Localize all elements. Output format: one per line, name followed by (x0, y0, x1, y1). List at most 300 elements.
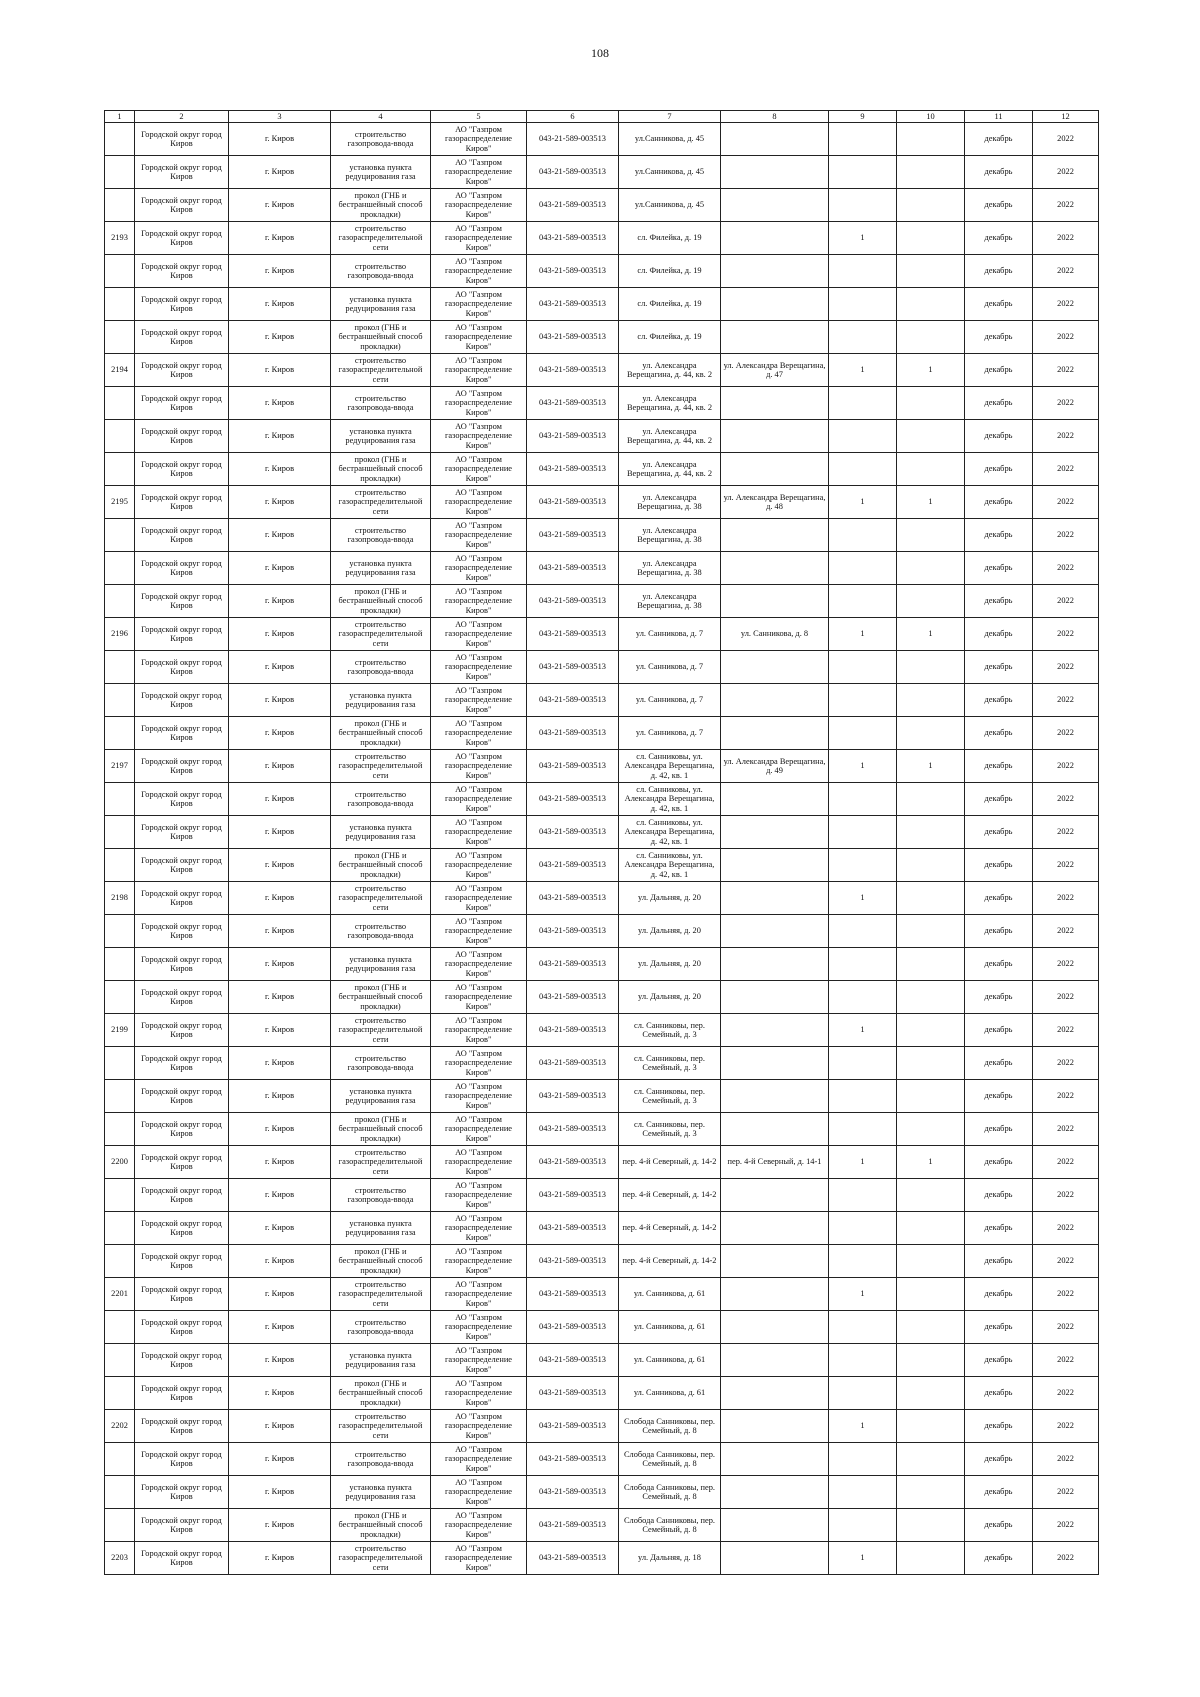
cell-text: декабрь (984, 167, 1013, 177)
settlement-cell (229, 651, 331, 684)
work-type-cell (331, 1344, 431, 1377)
cell-text: декабрь (984, 1454, 1013, 1464)
cell-text: АО "Газпром газораспределение Киров" (444, 1081, 513, 1110)
count-cell-2 (897, 981, 965, 1014)
organization-cell (431, 1278, 527, 1311)
row-number-cell (105, 156, 135, 189)
cell-text: 2022 (1057, 233, 1074, 243)
count-cell (829, 1113, 897, 1146)
row-number-cell (105, 1047, 135, 1080)
registry-number-cell (527, 1476, 619, 1509)
cell-text: строительство газопровода-ввода (347, 393, 414, 412)
cell-text: г. Киров (264, 1454, 295, 1464)
second-address-cell (721, 783, 829, 816)
cell-text: 043-21-589-003513 (539, 563, 606, 573)
municipality-cell (135, 585, 229, 618)
organization-cell (431, 783, 527, 816)
month-cell (965, 618, 1033, 651)
cell-text: 043-21-589-003513 (539, 167, 606, 177)
cell-text: 1 (928, 761, 933, 771)
cell-text: ул. Санникова, д. 61 (633, 1388, 706, 1398)
municipality-cell (135, 882, 229, 915)
count-cell (829, 585, 897, 618)
organization-cell (431, 1542, 527, 1575)
second-address-cell (721, 189, 829, 222)
cell-text: 2200 (111, 1157, 128, 1167)
count-cell (829, 1542, 897, 1575)
count-cell-2 (897, 255, 965, 288)
work-type-cell (331, 519, 431, 552)
count-cell (829, 1179, 897, 1212)
cell-text: г. Киров (264, 398, 295, 408)
count-cell-2 (897, 1278, 965, 1311)
cell-text: 043-21-589-003513 (539, 1487, 606, 1497)
table-row (105, 1113, 1099, 1146)
count-cell (829, 453, 897, 486)
cell-text: г. Киров (264, 332, 295, 342)
table-row (105, 1278, 1099, 1311)
work-type-cell (331, 1476, 431, 1509)
table-row (105, 948, 1099, 981)
settlement-cell (229, 1344, 331, 1377)
table-row (105, 1080, 1099, 1113)
registry-number-cell (527, 420, 619, 453)
cell-text: строительство газораспределительной сети (338, 751, 423, 780)
row-number-cell (105, 717, 135, 750)
cell-text: 2022 (1057, 167, 1074, 177)
registry-number-cell (527, 156, 619, 189)
second-address-cell (721, 222, 829, 255)
cell-text: Городской округ город Киров (141, 921, 222, 940)
cell-text: г. Киров (264, 629, 295, 639)
cell-text: г. Киров (264, 431, 295, 441)
cell-text: 2022 (1057, 1223, 1074, 1233)
month-cell (965, 1443, 1033, 1476)
cell-text: пер. 4-й Северный, д. 14-2 (622, 1157, 717, 1167)
cell-text: ул. Санникова, д. 61 (633, 1322, 706, 1332)
cell-text: декабрь (984, 431, 1013, 441)
municipality-cell (135, 1542, 229, 1575)
cell-text: 2022 (1057, 827, 1074, 837)
cell-text: Городской округ город Киров (141, 129, 222, 148)
cell-text: декабрь (984, 1355, 1013, 1365)
cell-text: строительство газораспределительной сети (338, 1411, 423, 1440)
cell-text: декабрь (984, 992, 1013, 1002)
cell-text: АО "Газпром газораспределение Киров" (444, 1312, 513, 1341)
cell-text: прокол (ГНБ и бестраншейный способ прокладки) (338, 586, 423, 615)
cell-text: Слобода Санниковы, пер. Семейный, д. 8 (623, 1515, 716, 1534)
cell-text: 1 (860, 1421, 865, 1431)
cell-text: АО "Газпром газораспределение Киров" (444, 1345, 513, 1374)
address-cell (619, 189, 721, 222)
count-cell-2 (897, 1509, 965, 1542)
second-address-cell (721, 651, 829, 684)
count-cell-2 (897, 453, 965, 486)
year-cell (1033, 948, 1099, 981)
table-row (105, 1146, 1099, 1179)
cell-text: декабрь (984, 1421, 1013, 1431)
count-cell-2 (897, 519, 965, 552)
registry-number-cell (527, 123, 619, 156)
work-type-cell (331, 255, 431, 288)
year-cell (1033, 1509, 1099, 1542)
cell-text: декабрь (984, 332, 1013, 342)
cell-text: 2022 (1057, 1487, 1074, 1497)
cell-text: Городской округ город Киров (141, 162, 222, 181)
cell-text: Городской округ город Киров (141, 1152, 222, 1171)
address-cell (619, 1443, 721, 1476)
cell-text: 2022 (1057, 1520, 1074, 1530)
cell-text: Городской округ город Киров (141, 690, 222, 709)
row-number-cell (105, 750, 135, 783)
second-address-cell (721, 717, 829, 750)
second-address-cell (721, 453, 829, 486)
row-number-cell (105, 453, 135, 486)
work-type-cell (331, 189, 431, 222)
cell-text: Городской округ город Киров (141, 294, 222, 313)
row-number-cell (105, 849, 135, 882)
cell-text: строительство газораспределительной сети (338, 355, 423, 384)
cell-text: ул. Санникова, д. 61 (633, 1289, 706, 1299)
column-header: 3 (229, 111, 331, 123)
cell-text: Городской округ город Киров (141, 393, 222, 412)
cell-text: ул. Александра Верещагина, д. 38 (637, 558, 702, 577)
work-type-cell (331, 1377, 431, 1410)
settlement-cell (229, 981, 331, 1014)
column-header: 7 (619, 111, 721, 123)
cell-text: г. Киров (264, 1355, 295, 1365)
organization-cell (431, 585, 527, 618)
row-number-cell (105, 1344, 135, 1377)
cell-text: 2022 (1057, 332, 1074, 342)
address-cell (619, 783, 721, 816)
settlement-cell (229, 552, 331, 585)
month-cell (965, 1113, 1033, 1146)
work-type-cell (331, 981, 431, 1014)
cell-text: 043-21-589-003513 (539, 299, 606, 309)
work-type-cell (331, 156, 431, 189)
year-cell (1033, 222, 1099, 255)
registry-number-cell (527, 1014, 619, 1047)
cell-text: строительство газопровода-ввода (347, 1449, 414, 1468)
registry-number-cell (527, 1509, 619, 1542)
cell-text: 2022 (1057, 563, 1074, 573)
address-cell (619, 1179, 721, 1212)
cell-text: г. Киров (264, 464, 295, 474)
cell-text: прокол (ГНБ и бестраншейный способ прокладки) (338, 1114, 423, 1143)
year-cell (1033, 816, 1099, 849)
month-cell (965, 255, 1033, 288)
work-type-cell (331, 783, 431, 816)
cell-text: декабрь (984, 365, 1013, 375)
organization-cell (431, 123, 527, 156)
cell-text: прокол (ГНБ и бестраншейный способ прокладки) (338, 322, 423, 351)
cell-text: Городской округ город Киров (141, 228, 222, 247)
registry-number-cell (527, 486, 619, 519)
cell-text: 043-21-589-003513 (539, 1091, 606, 1101)
year-cell (1033, 684, 1099, 717)
cell-text: 1 (860, 1025, 865, 1035)
address-cell (619, 882, 721, 915)
cell-text: 2022 (1057, 299, 1074, 309)
row-number-cell (105, 189, 135, 222)
municipality-cell (135, 1047, 229, 1080)
cell-text: 043-21-589-003513 (539, 332, 606, 342)
organization-cell (431, 453, 527, 486)
cell-text: строительство газораспределительной сети (338, 1543, 423, 1572)
registry-number-cell (527, 651, 619, 684)
address-cell (619, 585, 721, 618)
cell-text: Городской округ город Киров (141, 987, 222, 1006)
table-row (105, 1245, 1099, 1278)
municipality-cell (135, 387, 229, 420)
count-cell-2 (897, 420, 965, 453)
work-type-cell (331, 1410, 431, 1443)
cell-text: пер. 4-й Северный, д. 14-2 (622, 1223, 717, 1233)
organization-cell (431, 1047, 527, 1080)
organization-cell (431, 189, 527, 222)
second-address-cell (721, 585, 829, 618)
organization-cell (431, 552, 527, 585)
cell-text: строительство газораспределительной сети (338, 619, 423, 648)
work-type-cell (331, 684, 431, 717)
count-cell (829, 717, 897, 750)
row-number-cell (105, 882, 135, 915)
count-cell (829, 1014, 897, 1047)
count-cell-2 (897, 123, 965, 156)
cell-text: декабрь (984, 860, 1013, 870)
second-address-cell (721, 1377, 829, 1410)
year-cell (1033, 123, 1099, 156)
cell-text: 2022 (1057, 1256, 1074, 1266)
cell-text: АО "Газпром газораспределение Киров" (444, 619, 513, 648)
municipality-cell (135, 1443, 229, 1476)
table-row (105, 453, 1099, 486)
registry-number-cell (527, 1047, 619, 1080)
cell-text: 043-21-589-003513 (539, 1322, 606, 1332)
count-cell-2 (897, 1047, 965, 1080)
cell-text: 2022 (1057, 266, 1074, 276)
cell-text: 2022 (1057, 695, 1074, 705)
cell-text: декабрь (984, 299, 1013, 309)
second-address-cell (721, 1476, 829, 1509)
organization-cell (431, 1377, 527, 1410)
second-address-cell (721, 486, 829, 519)
cell-text: строительство газораспределительной сети (338, 487, 423, 516)
year-cell (1033, 915, 1099, 948)
cell-text: сл. Санниковы, ул. Александра Верещагина, д. 42, кв. 1 (624, 817, 715, 846)
cell-text: г. Киров (264, 134, 295, 144)
address-cell (619, 651, 721, 684)
second-address-cell (721, 750, 829, 783)
cell-text: декабрь (984, 497, 1013, 507)
year-cell (1033, 1080, 1099, 1113)
month-cell (965, 981, 1033, 1014)
registry-number-cell (527, 552, 619, 585)
settlement-cell (229, 1542, 331, 1575)
month-cell (965, 816, 1033, 849)
settlement-cell (229, 1410, 331, 1443)
second-address-cell (721, 552, 829, 585)
cell-text: 043-21-589-003513 (539, 1454, 606, 1464)
cell-text: ул. Санникова, д. 7 (635, 662, 704, 672)
settlement-cell (229, 387, 331, 420)
column-header: 1 (105, 111, 135, 123)
cell-text: Городской округ город Киров (141, 1020, 222, 1039)
cell-text: 2022 (1057, 1388, 1074, 1398)
month-cell (965, 1047, 1033, 1080)
row-number-cell (105, 1080, 135, 1113)
organization-cell (431, 1410, 527, 1443)
organization-cell (431, 948, 527, 981)
cell-text: Городской округ город Киров (141, 1185, 222, 1204)
cell-text: 1 (928, 1157, 933, 1167)
row-number-cell (105, 354, 135, 387)
cell-text: декабрь (984, 662, 1013, 672)
row-number-cell (105, 981, 135, 1014)
month-cell (965, 354, 1033, 387)
work-type-cell (331, 882, 431, 915)
registry-number-cell (527, 717, 619, 750)
cell-text: 043-21-589-003513 (539, 464, 606, 474)
municipality-cell (135, 1014, 229, 1047)
count-cell-2 (897, 948, 965, 981)
second-address-cell (721, 1212, 829, 1245)
municipality-cell (135, 1311, 229, 1344)
settlement-cell (229, 1278, 331, 1311)
address-cell (619, 420, 721, 453)
column-header: 5 (431, 111, 527, 123)
count-cell (829, 420, 897, 453)
address-cell (619, 1146, 721, 1179)
cell-text: ул. Дальняя, д. 20 (638, 893, 701, 903)
municipality-cell (135, 486, 229, 519)
work-type-cell (331, 453, 431, 486)
table-row (105, 915, 1099, 948)
row-number-cell (105, 123, 135, 156)
cell-text: 043-21-589-003513 (539, 431, 606, 441)
cell-text: Слобода Санниковы, пер. Семейный, д. 8 (623, 1416, 716, 1435)
cell-text: АО "Газпром газораспределение Киров" (444, 1411, 513, 1440)
work-type-cell (331, 222, 431, 255)
cell-text: АО "Газпром газораспределение Киров" (444, 289, 513, 318)
cell-text: строительство газопровода-ввода (347, 1185, 414, 1204)
second-address-cell (721, 1080, 829, 1113)
settlement-cell (229, 519, 331, 552)
cell-text: г. Киров (264, 200, 295, 210)
cell-text: декабрь (984, 794, 1013, 804)
cell-text: прокол (ГНБ и бестраншейный способ прокладки) (338, 1246, 423, 1275)
cell-text: 043-21-589-003513 (539, 860, 606, 870)
cell-text: сл. Санниковы, пер. Семейный, д. 3 (634, 1053, 705, 1072)
registry-number-cell (527, 1311, 619, 1344)
municipality-cell (135, 915, 229, 948)
second-address-cell (721, 156, 829, 189)
cell-text: 2022 (1057, 1058, 1074, 1068)
month-cell (965, 1212, 1033, 1245)
month-cell (965, 783, 1033, 816)
count-cell-2 (897, 1245, 965, 1278)
cell-text: декабрь (984, 1025, 1013, 1035)
municipality-cell (135, 1377, 229, 1410)
second-address-cell (721, 288, 829, 321)
cell-text: декабрь (984, 728, 1013, 738)
municipality-cell (135, 321, 229, 354)
municipality-cell (135, 1080, 229, 1113)
address-cell (619, 1212, 721, 1245)
table-row (105, 783, 1099, 816)
cell-text: ул. Санникова, д. 7 (635, 728, 704, 738)
settlement-cell (229, 1179, 331, 1212)
cell-text: Городской округ город Киров (141, 1053, 222, 1072)
count-cell-2 (897, 1344, 965, 1377)
year-cell (1033, 1278, 1099, 1311)
work-type-cell (331, 354, 431, 387)
row-number-cell (105, 519, 135, 552)
cell-text: г. Киров (264, 860, 295, 870)
cell-text: ул. Санникова, д. 8 (740, 629, 809, 639)
second-address-cell (721, 1443, 829, 1476)
settlement-cell (229, 618, 331, 651)
month-cell (965, 1278, 1033, 1311)
cell-text: Городской округ город Киров (141, 1449, 222, 1468)
organization-cell (431, 519, 527, 552)
row-number-cell (105, 387, 135, 420)
second-address-cell (721, 948, 829, 981)
cell-text: г. Киров (264, 1322, 295, 1332)
cell-text: ул. Александра Верещагина, д. 48 (723, 492, 826, 511)
cell-text: АО "Газпром газораспределение Киров" (444, 1444, 513, 1473)
count-cell (829, 1344, 897, 1377)
cell-text: 2022 (1057, 596, 1074, 606)
cell-text: АО "Газпром газораспределение Киров" (444, 1147, 513, 1176)
cell-text: 043-21-589-003513 (539, 1124, 606, 1134)
address-cell (619, 1542, 721, 1575)
cell-text: декабрь (984, 1058, 1013, 1068)
cell-text: ул. Александра Верещагина, д. 38 (637, 525, 702, 544)
count-cell-2 (897, 387, 965, 420)
cell-text: 2022 (1057, 398, 1074, 408)
work-type-cell (331, 849, 431, 882)
work-type-cell (331, 750, 431, 783)
work-type-cell (331, 420, 431, 453)
cell-text: 1 (928, 629, 933, 639)
count-cell-2 (897, 816, 965, 849)
cell-text: декабрь (984, 1289, 1013, 1299)
count-cell-2 (897, 618, 965, 651)
second-address-cell (721, 1344, 829, 1377)
cell-text: Городской округ город Киров (141, 657, 222, 676)
cell-text: прокол (ГНБ и бестраншейный способ прокладки) (338, 1510, 423, 1539)
cell-text: Городской округ город Киров (141, 492, 222, 511)
cell-text: АО "Газпром газораспределение Киров" (444, 784, 513, 813)
settlement-cell (229, 1476, 331, 1509)
municipality-cell (135, 750, 229, 783)
cell-text: г. Киров (264, 926, 295, 936)
count-cell-2 (897, 1542, 965, 1575)
cell-text: АО "Газпром газораспределение Киров" (444, 355, 513, 384)
organization-cell (431, 618, 527, 651)
row-number-cell (105, 783, 135, 816)
column-header: 9 (829, 111, 897, 123)
cell-text: АО "Газпром газораспределение Киров" (444, 916, 513, 945)
count-cell-2 (897, 684, 965, 717)
cell-text: 2194 (111, 365, 128, 375)
table-row (105, 1377, 1099, 1410)
count-cell-2 (897, 1377, 965, 1410)
address-cell (619, 123, 721, 156)
cell-text: 043-21-589-003513 (539, 794, 606, 804)
